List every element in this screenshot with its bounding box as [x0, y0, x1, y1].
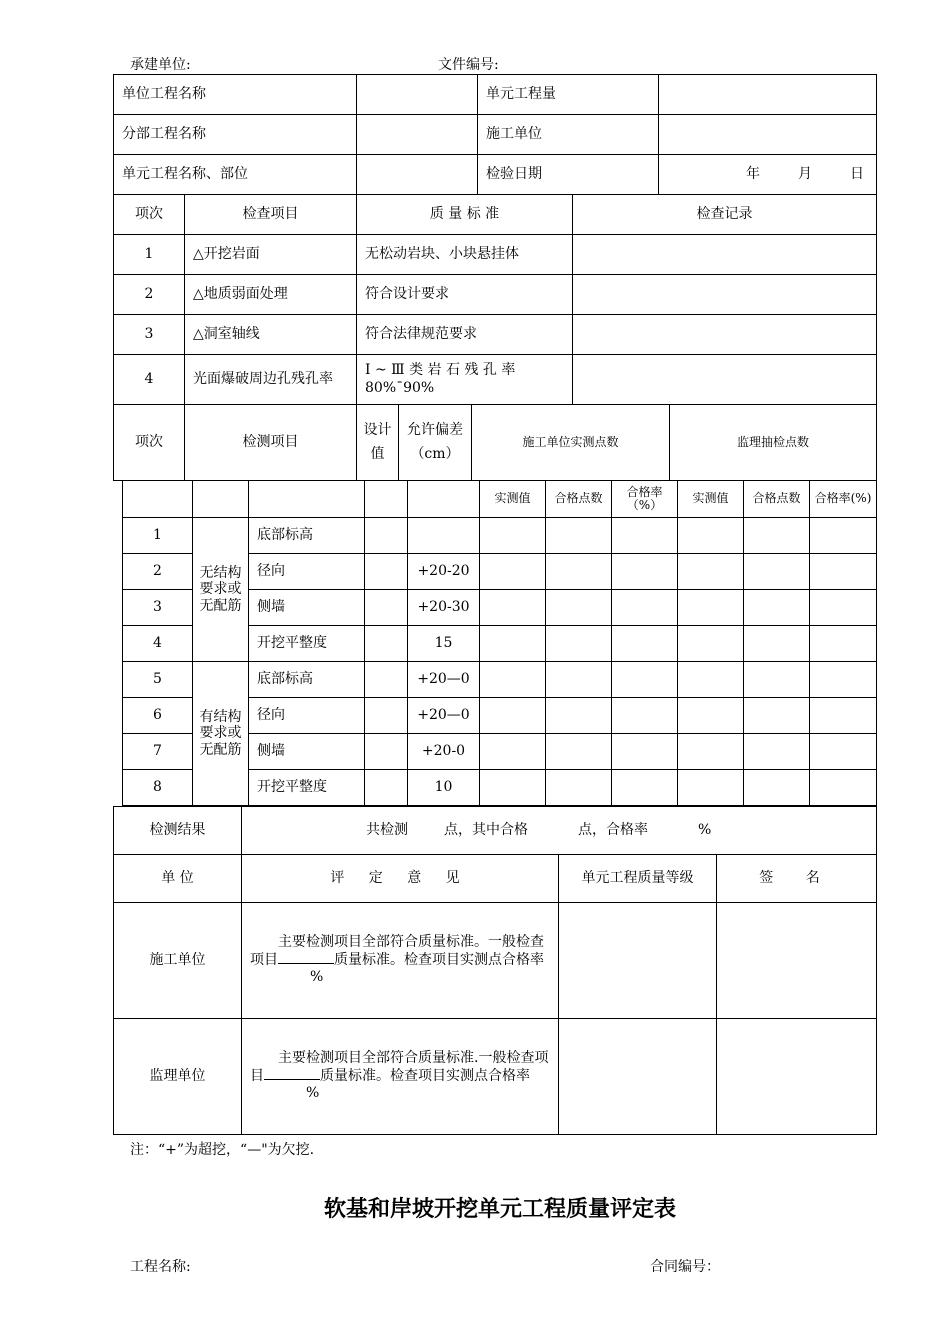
info-table	[113, 74, 877, 405]
cell[interactable]	[744, 734, 810, 770]
allow-value: +20—0	[408, 698, 480, 734]
eval-contractor-label: 施工单位	[114, 903, 242, 1019]
measure-header-supervisor: 监理抽检点数	[670, 405, 877, 481]
cell[interactable]	[480, 698, 546, 734]
eval-header-unit: 单 位	[114, 855, 242, 903]
row-standard: 无松动岩块、小块悬挂体	[357, 235, 573, 275]
opinion-text: 质量标准。检查项目实测点合格率	[320, 1067, 530, 1084]
row-item: 开挖平整度	[249, 626, 365, 662]
row-standard: 符合设计要求	[357, 275, 573, 315]
row-no: 1	[114, 235, 185, 275]
eval-contractor-opinion	[242, 903, 559, 1019]
allow-value: +20—0	[408, 662, 480, 698]
row-standard: 符合法律规范要求	[357, 315, 573, 355]
cell[interactable]	[744, 770, 810, 806]
sub-header: 实测值	[480, 481, 546, 518]
eval-header-opinion: 评 定 意 见	[242, 855, 559, 903]
opinion-text: 质量标准。检查项目实测点合格率	[334, 951, 544, 968]
row-no: 5	[123, 662, 193, 698]
row-item: 径向	[249, 554, 365, 590]
opinion-text: 主要检测项目全部符合质量标准.一般检查项目	[250, 1050, 549, 1084]
cell[interactable]	[546, 518, 612, 554]
sub-header: 合格点数	[744, 481, 810, 518]
row-no: 6	[123, 698, 193, 734]
cell[interactable]	[678, 518, 744, 554]
row-no: 8	[123, 770, 193, 806]
sub-header: 合格率（%）	[612, 481, 678, 518]
allow-value	[408, 518, 480, 554]
col-header-record: 检查记录	[573, 195, 877, 235]
measure-header-item: 检测项目	[185, 405, 357, 481]
result-t4: %	[698, 821, 712, 838]
eval-contractor-grade[interactable]	[559, 903, 717, 1019]
cell[interactable]	[612, 590, 678, 626]
project-name-label: 工程名称:	[130, 1259, 191, 1275]
design-value[interactable]	[365, 662, 408, 698]
design-value[interactable]	[365, 734, 408, 770]
construction-unit-value[interactable]	[659, 115, 877, 155]
table-row	[123, 518, 877, 554]
sub-project-name-label: 分部工程名称	[114, 115, 357, 155]
row-record[interactable]	[573, 355, 877, 405]
row-item: △开挖岩面	[185, 235, 357, 275]
cell[interactable]	[744, 590, 810, 626]
table-row	[123, 662, 877, 698]
blank-field[interactable]	[264, 1079, 320, 1080]
month-label: 月	[798, 165, 812, 182]
row-standard: Ⅰ ~ Ⅲ 类 岩 石 残 孔 率 80%¯90%	[357, 355, 573, 405]
cell[interactable]	[480, 554, 546, 590]
row-item: 径向	[249, 698, 365, 734]
eval-supervisor-opinion	[242, 1019, 559, 1135]
cell[interactable]	[678, 698, 744, 734]
cell[interactable]	[612, 734, 678, 770]
cell[interactable]	[678, 734, 744, 770]
row-item: 侧墙	[249, 734, 365, 770]
cell[interactable]	[810, 770, 877, 806]
sub-project-name-value[interactable]	[357, 115, 478, 155]
construction-unit-label: 施工单位	[478, 115, 659, 155]
cell[interactable]	[612, 626, 678, 662]
blank-field[interactable]	[278, 963, 334, 964]
cell[interactable]	[546, 554, 612, 590]
cell[interactable]	[480, 590, 546, 626]
allow-value: 10	[408, 770, 480, 806]
measure-header-design: 设计值	[357, 405, 399, 481]
unit-name-location-label: 单元工程名称、部位	[114, 155, 357, 195]
cell[interactable]	[612, 662, 678, 698]
design-value[interactable]	[365, 626, 408, 662]
result-text	[242, 807, 877, 855]
cell[interactable]	[546, 770, 612, 806]
row-no: 2	[123, 554, 193, 590]
opinion-text: 主要检测项目全部符合质量标准。一般检查项目	[250, 934, 544, 968]
cell[interactable]	[612, 518, 678, 554]
measure-table	[122, 480, 877, 806]
cell[interactable]	[744, 698, 810, 734]
opinion-pct: %	[310, 969, 324, 986]
cell[interactable]	[810, 554, 877, 590]
measure-header-no: 项次	[114, 405, 185, 481]
col-header-item: 检查项目	[185, 195, 357, 235]
cell[interactable]	[810, 734, 877, 770]
cell[interactable]	[546, 662, 612, 698]
cell[interactable]	[480, 518, 546, 554]
row-item: △地质弱面处理	[185, 275, 357, 315]
table-row	[114, 355, 877, 405]
col-header-standard: 质 量 标 准	[357, 195, 573, 235]
group-label: 无结构要求或无配筋	[193, 518, 249, 662]
cell[interactable]	[480, 626, 546, 662]
row-no: 7	[123, 734, 193, 770]
sub-header: 合格率(%)	[810, 481, 877, 518]
cell[interactable]	[480, 734, 546, 770]
page-title: 软基和岸坡开挖单元工程质量评定表	[323, 1197, 676, 1222]
cell[interactable]	[810, 698, 877, 734]
cell[interactable]	[744, 662, 810, 698]
cell[interactable]	[810, 626, 877, 662]
cell[interactable]	[744, 626, 810, 662]
row-no: 3	[114, 315, 185, 355]
eval-header-sign: 签 名	[717, 855, 877, 903]
inspection-date-value[interactable]	[659, 155, 877, 195]
group-label: 有结构要求或无配筋	[193, 662, 249, 806]
row-item: △洞室轴线	[185, 315, 357, 355]
row-no: 3	[123, 590, 193, 626]
design-value[interactable]	[365, 770, 408, 806]
allow-value: 15	[408, 626, 480, 662]
allow-value: +20-30	[408, 590, 480, 626]
row-no: 2	[114, 275, 185, 315]
measure-header-allow: 允许偏差（cm）	[399, 405, 472, 481]
evaluation-table	[113, 806, 877, 1135]
design-value[interactable]	[365, 698, 408, 734]
cell[interactable]	[480, 770, 546, 806]
eval-supervisor-sign[interactable]	[717, 1019, 877, 1135]
table-row	[114, 315, 877, 355]
doc-no-label: 文件编号:	[438, 57, 499, 73]
cell[interactable]	[612, 770, 678, 806]
row-no: 1	[123, 518, 193, 554]
row-record[interactable]	[573, 315, 877, 355]
eval-supervisor-label: 监理单位	[114, 1019, 242, 1135]
cell[interactable]	[744, 554, 810, 590]
row-item: 光面爆破周边孔残孔率	[185, 355, 357, 405]
table-row	[114, 275, 877, 315]
unit-project-name-label: 单位工程名称	[114, 75, 357, 115]
measure-header-table	[113, 404, 877, 481]
cell[interactable]	[480, 662, 546, 698]
cell[interactable]	[546, 698, 612, 734]
result-t1: 共检测	[366, 821, 408, 838]
unit-project-name-value[interactable]	[357, 75, 478, 115]
cell[interactable]	[546, 626, 612, 662]
eval-contractor-sign[interactable]	[717, 903, 877, 1019]
cell[interactable]	[546, 734, 612, 770]
result-t2: 点，其中合格	[444, 821, 528, 838]
cell[interactable]	[678, 590, 744, 626]
sub-header: 合格点数	[546, 481, 612, 518]
cell[interactable]	[678, 626, 744, 662]
cell[interactable]	[744, 518, 810, 554]
eval-header-grade: 单元工程质量等级	[559, 855, 717, 903]
sub-header: 实测值	[678, 481, 744, 518]
measure-header-contractor: 施工单位实测点数	[472, 405, 670, 481]
design-value[interactable]	[365, 590, 408, 626]
note: 注：“+”为超挖，“—"为欠挖.	[130, 1142, 315, 1158]
contract-no-label: 合同编号：	[650, 1259, 720, 1275]
row-item: 底部标高	[249, 518, 365, 554]
cell[interactable]	[678, 554, 744, 590]
cell[interactable]	[612, 554, 678, 590]
cell[interactable]	[810, 518, 877, 554]
cell[interactable]	[678, 662, 744, 698]
col-header-no: 项次	[114, 195, 185, 235]
contractor-label: 承建单位:	[130, 57, 191, 73]
unit-quantity-label: 单元工程量	[478, 75, 659, 115]
year-label: 年	[746, 165, 760, 182]
row-record[interactable]	[573, 275, 877, 315]
result-t3: 点，合格率	[578, 821, 648, 838]
cell[interactable]	[810, 662, 877, 698]
eval-supervisor-grade[interactable]	[559, 1019, 717, 1135]
row-item: 侧墙	[249, 590, 365, 626]
cell[interactable]	[678, 770, 744, 806]
opinion-pct: %	[306, 1085, 320, 1102]
row-no: 4	[123, 626, 193, 662]
unit-quantity-value[interactable]	[659, 75, 877, 115]
day-label: 日	[850, 165, 864, 182]
result-label: 检测结果	[114, 807, 242, 855]
allow-value: +20-0	[408, 734, 480, 770]
cell[interactable]	[810, 590, 877, 626]
table-row	[114, 235, 877, 275]
unit-name-location-value[interactable]	[357, 155, 478, 195]
row-record[interactable]	[573, 235, 877, 275]
row-item: 底部标高	[249, 662, 365, 698]
row-item: 开挖平整度	[249, 770, 365, 806]
row-no: 4	[114, 355, 185, 405]
inspection-date-label: 检验日期	[478, 155, 659, 195]
design-value[interactable]	[365, 554, 408, 590]
cell[interactable]	[546, 590, 612, 626]
allow-value: +20-20	[408, 554, 480, 590]
design-value[interactable]	[365, 518, 408, 554]
cell[interactable]	[612, 698, 678, 734]
